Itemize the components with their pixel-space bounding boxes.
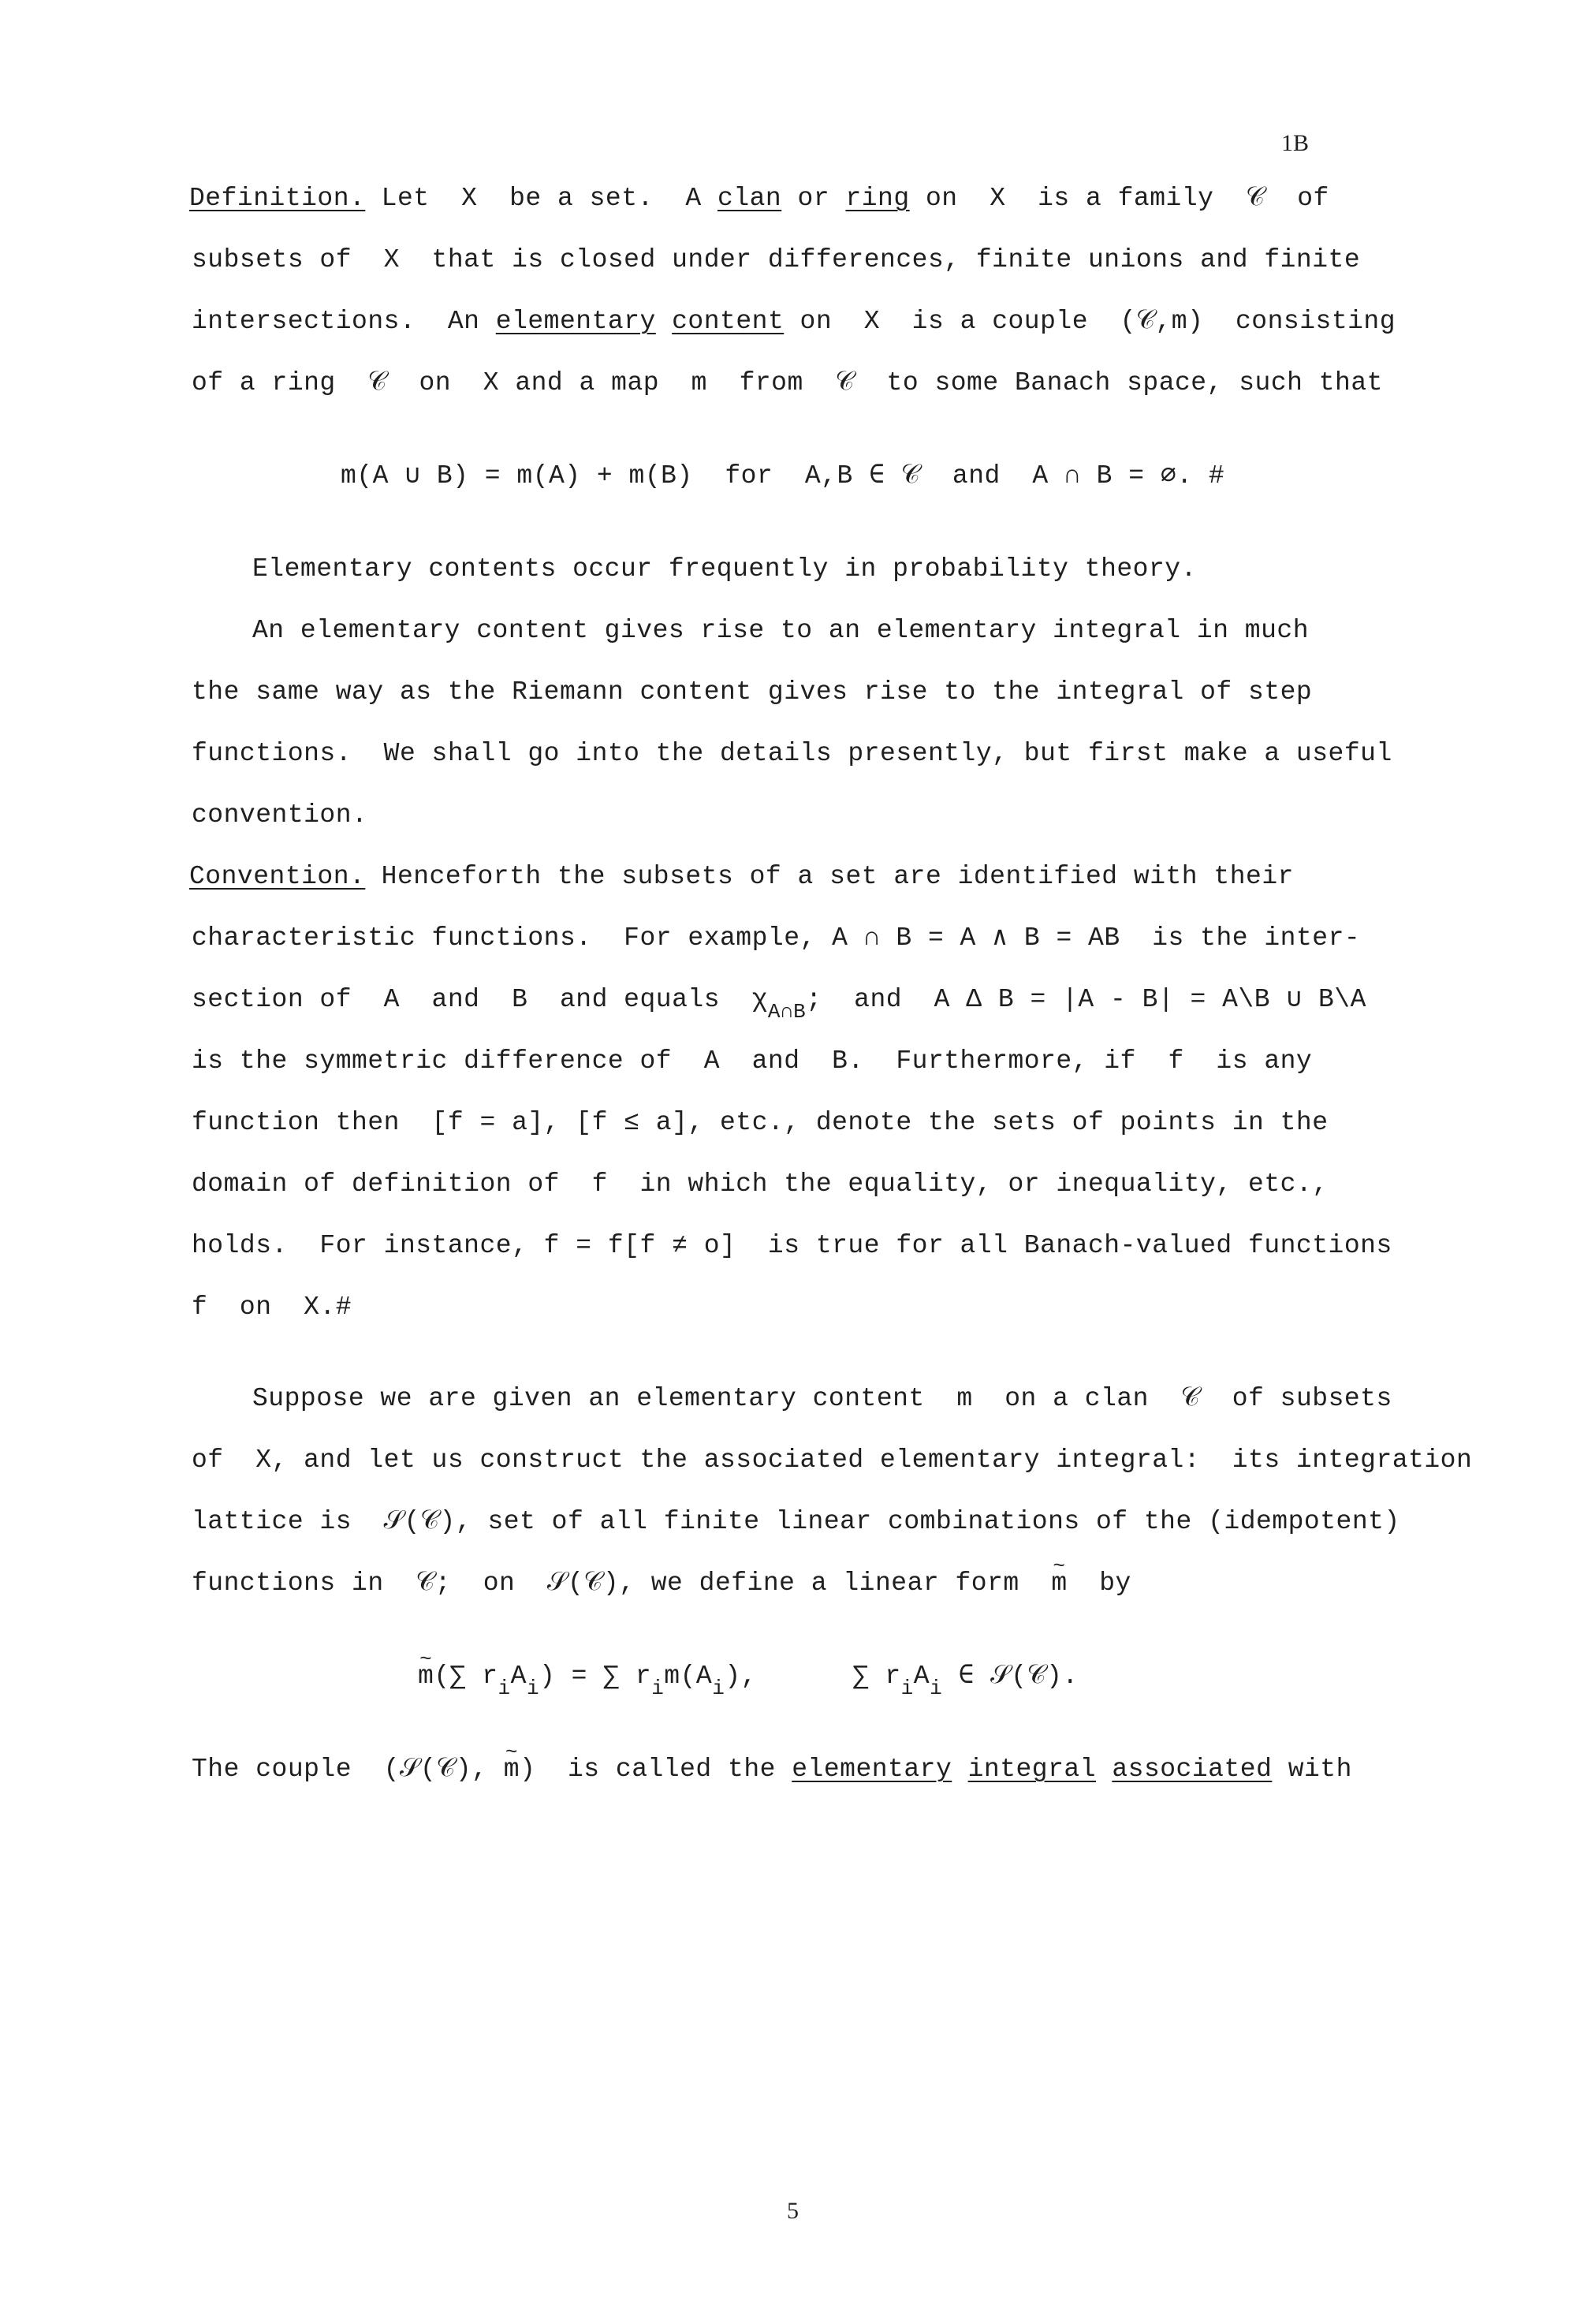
subscript-i: i [900,1677,914,1700]
subscript-i: i [930,1677,943,1700]
formula-part: ), ∑ r [725,1662,901,1691]
chi-subscript: A∩B [767,1000,807,1024]
text-segment: or [781,184,846,213]
convention-line-2: characteristic functions. For example, A ∩ B = A ∧ B = AB is the inter- [192,923,1361,953]
paragraph-1-line-1: Elementary contents occur frequently in probability theory. [252,554,1197,584]
convention-line-4: is the symmetric difference of A and B. Furthermore, if f is any [192,1046,1313,1076]
text-segment: on X is a family 𝒞 of [909,184,1329,213]
convention-line-5: function then [f = a], [f ≤ a], etc., denote the sets of points in the [192,1108,1329,1137]
convention-line-8: f on X.# [192,1293,352,1322]
definition-line-4: of a ring 𝒞 on X and a map m from 𝒞 to some Banach space, such that [192,368,1383,397]
text-segment: on X is a couple (𝒞,m) consisting [784,307,1396,336]
text-segment: ; and A Δ B = |A - B| = A\B ∪ B\A [806,985,1366,1014]
formula-part: ) = ∑ r [539,1662,652,1691]
text-segment: intersections. An [192,307,496,336]
term-content: content [672,307,785,336]
term-elementary: elementary [792,1755,952,1784]
m-tilde: ~ m [504,1754,520,1785]
paragraph-2-line-4: convention. [192,800,368,830]
text-segment: functions in 𝒞; on 𝒮(𝒞), we define a linear form [192,1569,1052,1598]
paragraph-3-line-4 [192,1568,1131,1599]
paragraph-3-line-1: Suppose we are given an elementary content m on a clan 𝒞 of subsets [252,1384,1392,1413]
convention-line-6: domain of definition of f in which the equality, or inequality, etc., [192,1169,1329,1199]
text-segment: The couple (𝒮(𝒞), [192,1755,504,1784]
text-segment [952,1755,967,1784]
paragraph-2-line-3: functions. We shall go into the details presently, but first make a useful [192,739,1392,768]
text-segment: by [1067,1569,1131,1598]
convention-line-3 [192,984,1366,1024]
page-label: 1B [1281,130,1310,156]
text-segment [656,307,672,336]
definition-heading: Definition. [189,184,366,213]
definition-line-1 [189,183,1329,214]
text-segment: Let X be a set. A [365,184,718,213]
paragraph-3-line-3: lattice is 𝒮(𝒞), set of all finite linear combinations of the (idempotent) [192,1507,1400,1536]
m-tilde: ~ m [418,1661,434,1692]
paragraph-2-line-1: An elementary content gives rise to an elementary integral in much [252,616,1310,645]
convention-heading: Convention. [189,862,366,891]
term-integral: integral [967,1755,1097,1784]
formula-part: m(A [664,1662,713,1691]
definition-line-2: subsets of X that is closed under differences, finite unions and finite [192,245,1361,274]
term-associated: associated [1112,1755,1273,1784]
convention-line-1 [189,861,1294,893]
formula-part: A [913,1662,930,1691]
definition-formula: m(A ∪ B) = m(A) + m(B) for A,B ∈ 𝒞 and A ∩ B = ∅. # [341,461,1225,491]
term-ring: ring [845,184,910,213]
subscript-i: i [498,1677,511,1700]
formula-part: A [510,1662,527,1691]
formula-part: (∑ r [434,1662,498,1691]
last-line [192,1754,1352,1785]
formula-part: ∈ 𝒮(𝒞). [942,1662,1079,1691]
term-elementary: elementary [495,307,656,336]
subscript-i: i [651,1677,665,1700]
text-segment: section of A and B and equals χ [192,985,768,1014]
text-segment: ) is called the [520,1755,792,1784]
text-segment: Henceforth the subsets of a set are identified with their [365,862,1294,891]
term-clan: clan [717,184,782,213]
text-segment: with [1272,1755,1352,1784]
subscript-i: i [712,1677,725,1700]
m-tilde: ~ m [1051,1568,1067,1599]
integral-formula [418,1661,1079,1700]
definition-line-3 [192,306,1396,338]
convention-line-7: holds. For instance, f = f[f ≠ o] is true for all Banach-valued functions [192,1231,1392,1260]
paragraph-2-line-2: the same way as the Riemann content gives rise to the integral of step [192,677,1313,707]
text-segment [1096,1755,1112,1784]
subscript-i: i [526,1677,540,1700]
page-number: 5 [787,2198,799,2224]
paragraph-3-line-2: of X, and let us construct the associated elementary integral: its integration [192,1446,1473,1475]
